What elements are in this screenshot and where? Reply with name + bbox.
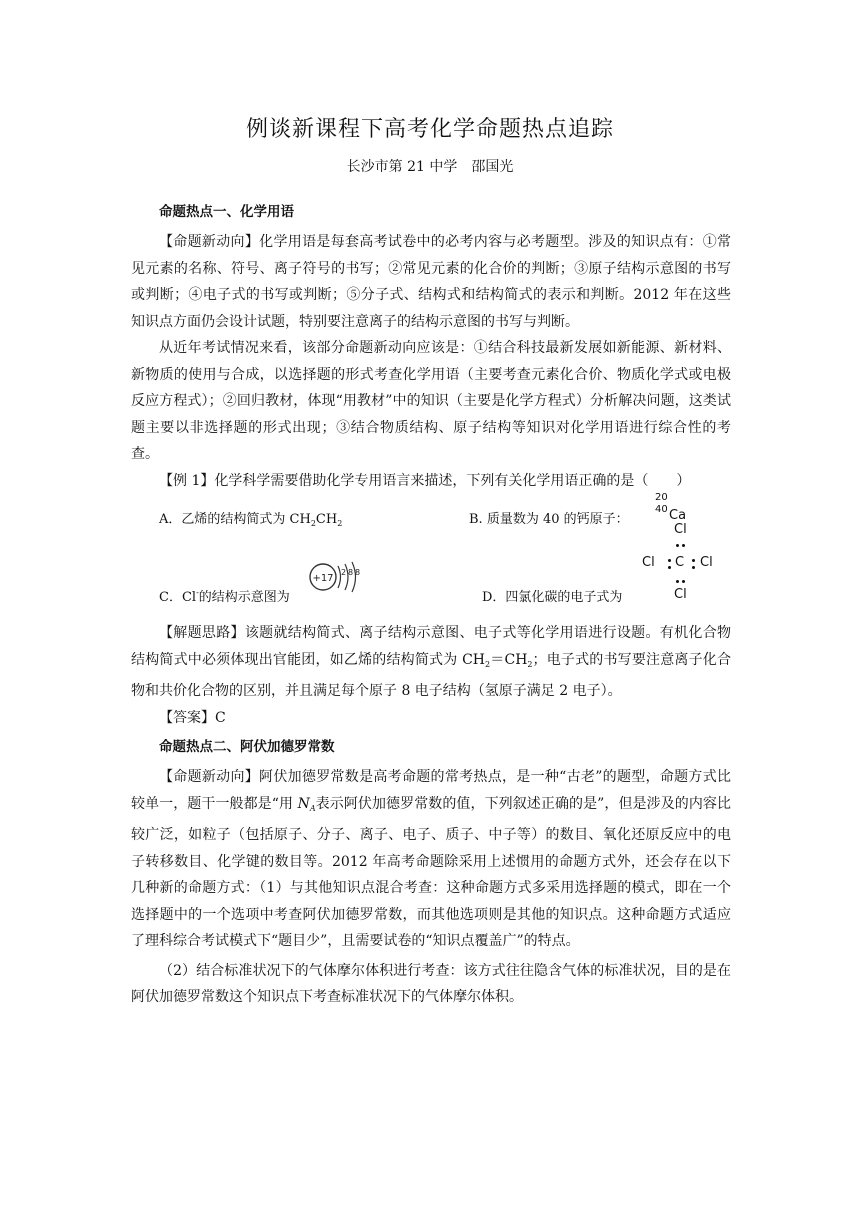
analysis-text-2: ＝CH [490,651,528,668]
analysis-paragraph [131,620,731,705]
electron-dot [692,566,695,569]
example-1: 【例 1】化学科学需要借助化学专用语言来描述，下列有关化学用语正确的是（ ） [159,472,691,489]
electron-dot [676,544,679,547]
analysis-subscript-1: 2 [485,659,491,669]
electron-dot [676,580,679,583]
section1-paragraph-2: 从近年考试情况来看，该部分命题新动向应该是：①结合科技最新发展如新能源、新材料、新物质的使用与合成，以选择题的形式考查化学用语（主要考查元素化合价、物质化学式或电极反应方程式）；②回归教材，体现“用教材”中的知识（主要是化学方程式）分析解决问题，这类试题主要以非选择题的形式出现；③结合物质结构、原子结构等知识对化学用语进行综合性的考查。 [131,340,731,462]
option-c-text-2: 的结构示意图为 [198,590,290,605]
document-body [131,196,731,1011]
lewis-cl-top: Cl [674,522,687,537]
section2-heading: 命题热点二、阿伏加德罗常数 [159,739,335,755]
isotope-mass-bottom: 40 [655,504,668,515]
section2-text-1: 【命题新动向】阿伏加德罗常数是高考命题的常考热点，是一种“古老”的题型，命题方式比较单一，题干一般都是“用 [131,769,731,812]
option-a-text-2: CH [315,512,338,527]
option-d: D．四氯化碳的电子式为 [482,590,623,605]
analysis-text-1: 【解题思路】该题就结构简式、离子结构示意图、电子式等化学用语进行设题。有机化合物结构简式中必须体现出官能团，如乙烯的结构简式为 CH [131,625,731,668]
shell-3-electrons: 8 [355,568,361,577]
options-row-ab [131,494,731,560]
section1-paragraph-1: 【命题新动向】化学用语是每套高考试卷中的必考内容与必考题型。涉及的知识点有：①常见元素的名称、符号、离子符号的书写；②常见元素的化合价的判断；③原子结构示意图的书写或判断；④电子式的书写或判断；⑤分子式、结构式和结构简式的表示和判断。2012 年在这些知识点方面仍会设计试题，特别要注意离子的结构示意图的书写与判断。 [131,234,731,330]
avogadro-symbol: N [297,795,310,812]
option-b-text: B. 质量数为 40 的钙原子： [469,512,629,527]
electron-dot [692,559,695,562]
section2-paragraph-2: （2）结合标准状况下的气体摩尔体积进行考查：该方式往往隐含气体的标准状况，目的是在阿伏加德罗常数这个知识点下考查标准状况下的气体摩尔体积。 [131,962,731,1005]
avogadro-subscript: A [309,803,316,813]
electron-dot [668,566,671,569]
lewis-cl-right: Cl [700,555,713,570]
electron-dot [668,559,671,562]
author-line: 长沙市第 21 中学 邵国光 [346,159,514,175]
electron-dot [682,580,685,583]
option-c-text: C．Cl [159,590,197,605]
option-b [469,508,629,527]
option-a-subscript: 2 [310,519,316,528]
section2-paragraph-1 [131,764,731,955]
calcium-symbol: Ca [669,508,687,523]
section1-heading: 命题热点一、化学用语 [159,204,294,220]
isotope-mass-top: 20 [655,492,668,503]
electron-dot [682,544,685,547]
answer-line: 【答案】C [159,709,226,726]
lewis-c-center: C [675,555,685,570]
option-a [159,508,342,528]
analysis-text-3: ；电子式的书写要注意离子化合物和共价化合物的区别，并且满足每个原子 8 电子结构（氢原子满足 2 电子）。 [131,651,732,699]
section2-text-2: 表示阿伏加德罗常数的值，下列叙述正确的是”，但是涉及的内容比较广泛，如粒子（包括原子、分子、离子、电子、质子、中子等）的数目、氧化还原反应中的电子转移数目、化学键的数目等。2012 年高考命题除采用上述惯用的命题方式外，还会存在以下几种新的命题方式：（1）与其他知识点混合考查：这种命题方式多采用选择题的模式，即在一个选择题中的一个选项中考查阿伏加德罗常数，而其他选项则是其他的知识点。这种命题方式适应了理科综合考试模式下“题目少”，且需要试卷的“知识点覆盖广”的特点。 [131,795,731,949]
options-row-cd [131,522,731,620]
lewis-cl-left: Cl [642,555,655,570]
nucleus-charge: +17 [312,573,334,584]
option-c [159,586,290,605]
analysis-subscript-2: 2 [527,659,533,669]
option-c-charge: - [196,588,199,597]
shell-1-electrons: 2 [341,568,347,577]
ion-structure-diagram [307,560,367,596]
document-title: 例谈新课程下高考化学命题热点追踪 [245,117,614,142]
lewis-cl-bottom: Cl [674,587,687,602]
shell-3 [352,562,356,592]
option-a-text: A．乙烯的结构简式为 CH [159,512,311,527]
option-a-subscript-2: 2 [337,519,343,528]
shell-2-electrons: 8 [348,568,354,577]
